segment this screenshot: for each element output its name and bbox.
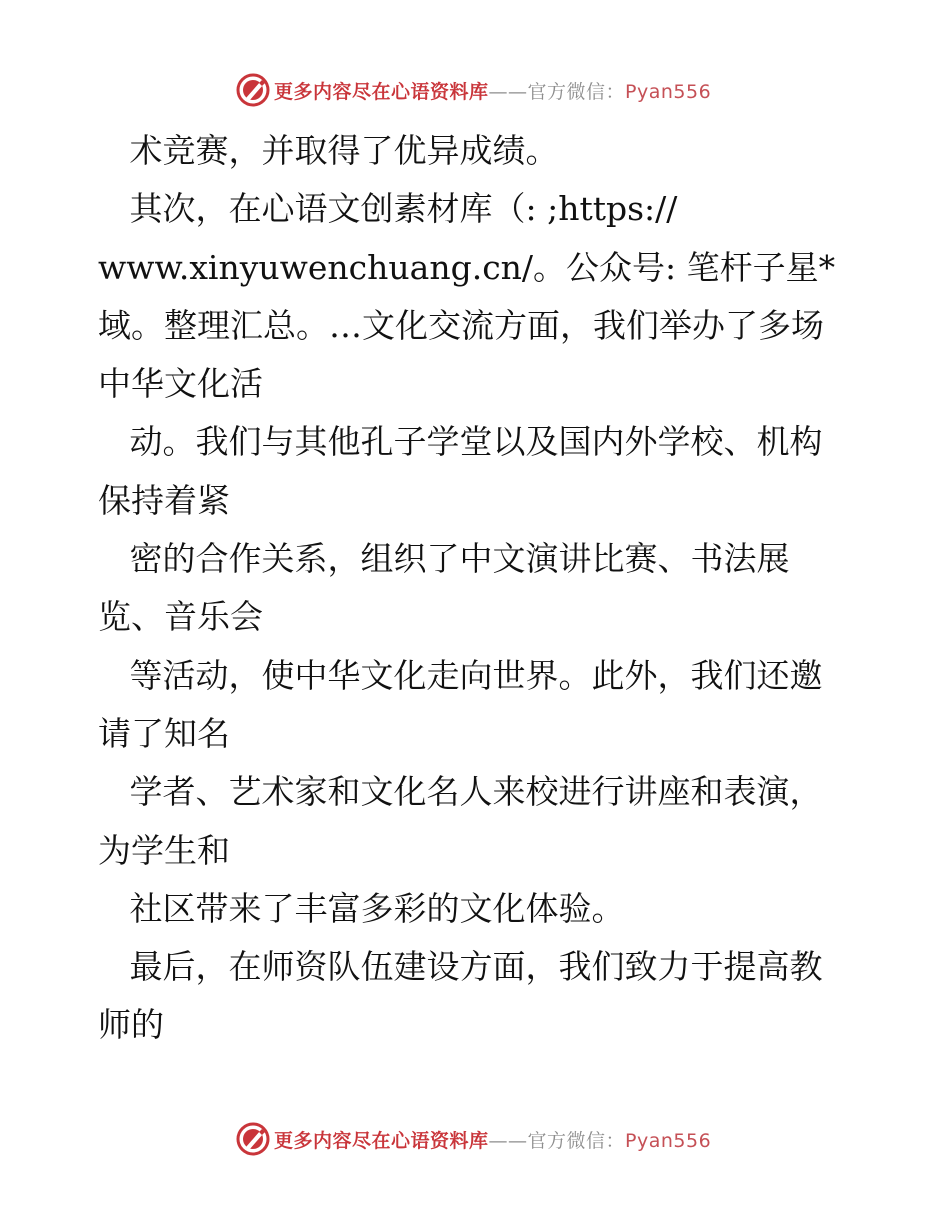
header-dash: —— [488,80,528,103]
header-text [274,77,711,104]
body-line: 其次，在心语文创素材库（: ;https:// [98,189,678,229]
body-line: 师的 [98,1005,164,1045]
header-wechat-label: 官方微信： [527,80,626,103]
footer-dash: —— [488,1129,528,1152]
body-line: 览、音乐会 [98,597,263,637]
document-body [98,122,888,1055]
body-line: 等活动，使中华文化走向世界。此外，我们还邀 [98,655,823,695]
body-line: 术竞赛，并取得了优异成绩。 [98,131,559,170]
body-line: 为学生和 [98,830,230,870]
pen-logo-icon [236,1122,270,1156]
body-line: 请了知名 [98,713,230,753]
footer-wechat-label: 官方微信： [527,1129,626,1152]
body-line: 学者、艺术家和文化名人来校进行讲座和表演， [98,772,823,812]
body-line: 最后，在师资队伍建设方面，我们致力于提高教 [98,947,823,987]
footer-banner [236,1121,711,1157]
body-line: 社区带来了丰富多彩的文化体验。 [98,888,625,928]
body-line: 中华文化活 [98,364,263,404]
body-line: 密的合作关系，组织了中文演讲比赛、书法展 [98,539,790,579]
header-site-text: 更多内容尽在心语资料库 [274,80,489,103]
pen-logo-icon [236,73,270,107]
footer-site-text: 更多内容尽在心语资料库 [274,1129,489,1152]
footer-text [274,1126,711,1153]
header-wechat-id: Pyan556 [625,80,712,103]
footer-wechat-id: Pyan556 [625,1129,712,1152]
body-line: 域。整理汇总。…文化交流方面，我们举办了多场 [98,305,824,345]
body-line: www.xinyuwenchuang.cn/。公众号: 笔杆子星* [98,247,836,287]
body-line: 保持着紧 [98,480,230,520]
header-banner [236,72,711,108]
body-line: 动。我们与其他孔子学堂以及国内外学校、机构 [98,422,823,462]
